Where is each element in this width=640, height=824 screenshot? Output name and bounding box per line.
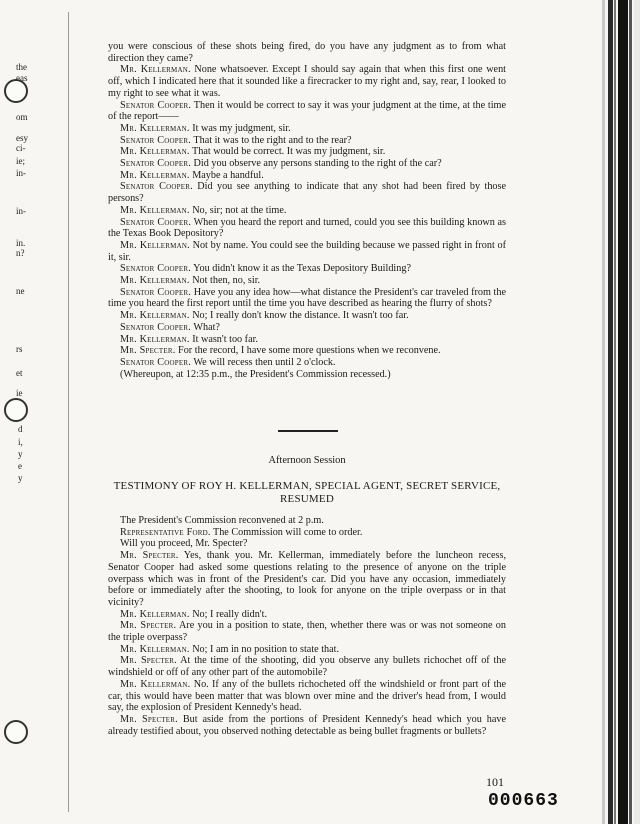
speaker-name: Senator Cooper. xyxy=(120,286,192,298)
transcript-paragraph xyxy=(108,345,506,357)
margin-text-fragment: i, xyxy=(18,437,23,447)
transcript-paragraph xyxy=(108,620,506,643)
transcript-paragraph xyxy=(108,41,506,64)
paragraph-text: No, sir; not at the time. xyxy=(192,204,287,216)
paragraph-text: At the time of the shooting, did you observe any bullets richochet off of the windshield or off of any other part of the automobile? xyxy=(108,655,507,679)
paragraph-text: No. If any of the bullets richocheted off the windshield or front part of the car, this would have been matter that was blown over mine and the driver's head from, I would say, the explosion of President Kennedy's head. xyxy=(108,678,507,714)
transcript-paragraph xyxy=(108,205,506,217)
transcript-paragraph xyxy=(108,679,506,714)
speaker-name: Mr. Kellerman. xyxy=(120,333,190,345)
speaker-name: Representative Ford. xyxy=(120,526,211,538)
paragraph-text: None whatsoever. Except I should say again that when this first one went off, which I indicated here that it sounded like a firecracker to my right and, say, rear, I looked to my right to see what it was. xyxy=(108,64,507,99)
section-divider xyxy=(278,430,338,432)
speaker-name: Senator Cooper. xyxy=(120,216,192,228)
speaker-name: Mr. Kellerman. xyxy=(120,678,191,690)
margin-text-fragment: the xyxy=(16,62,27,72)
paragraph-text: The President's Commission reconvened at 2 p.m. xyxy=(120,515,324,526)
paragraph-text: When you heard the report and turned, could you see this building known as the Texas Book Depository? xyxy=(108,216,506,240)
paragraph-text: We will recess then until 2 o'clock. xyxy=(193,356,336,368)
paragraph-text: Maybe a handful. xyxy=(192,169,264,181)
speaker-name: Senator Cooper. xyxy=(120,263,191,275)
speaker-name: Mr. Kellerman. xyxy=(120,643,190,655)
transcript-paragraph xyxy=(108,217,506,240)
transcript-paragraph xyxy=(108,158,506,170)
transcript-paragraph xyxy=(108,609,506,621)
speaker-name: Senator Cooper. xyxy=(120,158,191,170)
margin-text-fragment: ie xyxy=(16,388,23,398)
margin-text-fragment: in- xyxy=(16,206,26,216)
paragraph-text: It wasn't too far. xyxy=(192,333,258,345)
transcript-part-2 xyxy=(108,515,506,737)
transcript-paragraph xyxy=(108,64,506,99)
speaker-name: Senator Cooper. xyxy=(120,99,192,111)
margin-text-fragment: esy xyxy=(16,133,28,143)
testimony-heading: TESTIMONY OF ROY H. KELLERMAN, SPECIAL AGENT, SECRET SERVICE, RESUMED xyxy=(113,480,501,505)
transcript-paragraph xyxy=(108,240,506,263)
transcript-paragraph xyxy=(108,135,506,147)
page-number: 101 xyxy=(486,775,504,789)
transcript-paragraph xyxy=(108,146,506,158)
paragraph-text: Did you see anything to indicate that any shot had been fired by those persons? xyxy=(108,181,506,205)
transcript-paragraph xyxy=(108,170,506,182)
transcript-paragraph xyxy=(108,310,506,322)
speaker-name: Senator Cooper. xyxy=(120,134,191,146)
margin-text-fragment: eas xyxy=(16,73,28,83)
margin-text-fragment: ne xyxy=(16,286,25,296)
speaker-name: Mr. Specter. xyxy=(120,345,176,357)
adjacent-page-margin xyxy=(0,0,60,824)
paragraph-text: It was my judgment, sir. xyxy=(192,122,291,134)
margin-text-fragment: ci- xyxy=(16,143,26,153)
paragraph-text: Yes, thank you. Mr. Kellerman, immediately before the luncheon recess, Senator Cooper had asked some questions relating to the presence of anyone on the triple overpass which was in front of the President's car. Did you have any occasion, immediately before or immediately after the shooting, to look for anyone on the triple overpass or in that vicinity? xyxy=(108,550,507,608)
paragraph-text: (Whereupon, at 12:35 p.m., the President's Commission recessed.) xyxy=(120,368,391,380)
speaker-name: Mr. Specter. xyxy=(120,655,177,667)
paragraph-text: That it was to the right and to the rear? xyxy=(193,134,352,146)
speaker-name: Mr. Specter. xyxy=(120,713,178,725)
speaker-name: Mr. Kellerman. xyxy=(120,64,191,76)
transcript-paragraph xyxy=(108,515,506,527)
transcript-paragraph xyxy=(108,527,506,539)
transcript-paragraph xyxy=(108,538,506,550)
transcript-paragraph xyxy=(108,322,506,334)
transcript-paragraph xyxy=(108,550,506,609)
speaker-name: Senator Cooper. xyxy=(120,181,193,193)
transcript-part-1 xyxy=(108,41,506,380)
margin-text-fragment: y xyxy=(18,473,23,483)
speaker-name: Mr. Kellerman. xyxy=(120,275,190,287)
margin-text-fragment: y xyxy=(18,449,23,459)
speaker-name: Mr. Specter. xyxy=(120,550,179,562)
speaker-name: Mr. Kellerman. xyxy=(120,239,190,251)
session-title: Afternoon Session xyxy=(268,455,346,466)
paragraph-text: But aside from the portions of President Kennedy's head which you have already testified about, you observed nothing detectable as being bullet fragments or bullets? xyxy=(108,713,506,737)
paragraph-text: Then it would be correct to say it was your judgment at the time, at the time of the report—— xyxy=(108,99,506,123)
margin-text-fragment: in. xyxy=(16,238,26,248)
paragraph-text: For the record, I have some more questions when we reconvene. xyxy=(178,345,441,357)
paragraph-text: Did you observe any persons standing to the right of the car? xyxy=(193,158,442,170)
transcript-paragraph xyxy=(108,714,506,737)
paragraph-text: Are you in a position to state, then, whether there was or was not someone on the triple overpass? xyxy=(108,620,506,644)
speaker-name: Senator Cooper. xyxy=(120,356,191,368)
paragraph-text: What? xyxy=(193,321,220,333)
margin-text-fragment: rs xyxy=(16,344,23,354)
margin-text-fragment: om xyxy=(16,112,28,122)
margin-text-fragment: e xyxy=(18,461,22,471)
document-stamp-number: 000663 xyxy=(488,791,559,811)
paragraph-text: Have you any idea how—what distance the President's car traveled from the time you heard the first report until the time you have described as hearing the flurry of shots? xyxy=(108,286,506,310)
speaker-name: Mr. Kellerman. xyxy=(120,310,190,322)
margin-text-fragment: et xyxy=(16,368,23,378)
transcript-paragraph xyxy=(108,123,506,135)
margin-text-fragment: n? xyxy=(16,248,25,258)
speaker-name: Mr. Kellerman. xyxy=(120,169,190,181)
margin-text-fragment: ie; xyxy=(16,156,25,166)
transcript-paragraph xyxy=(108,275,506,287)
paragraph-text: That would be correct. It was my judgment, sir. xyxy=(192,146,386,158)
transcript-paragraph xyxy=(108,644,506,656)
speaker-name: Mr. Kellerman. xyxy=(120,204,190,216)
speaker-name: Mr. Specter. xyxy=(120,620,177,632)
transcript-paragraph xyxy=(108,100,506,123)
margin-text-fragment: d xyxy=(18,424,23,434)
transcript-paragraph xyxy=(108,287,506,310)
punch-hole-middle xyxy=(4,398,28,422)
margin-text-fragment: in- xyxy=(16,168,26,178)
paragraph-text: Not then, no, sir. xyxy=(192,275,261,287)
paragraph-text: No; I really don't know the distance. It wasn't too far. xyxy=(192,310,409,322)
paragraph-text: Will you proceed, Mr. Specter? xyxy=(120,538,248,550)
paragraph-text: you were conscious of these shots being fired, do you have any judgment as to from what direction they came? xyxy=(108,41,506,64)
paragraph-text: No; I really didn't. xyxy=(192,608,268,620)
transcript-paragraph xyxy=(108,655,506,678)
transcript-paragraph xyxy=(108,334,506,346)
transcript-paragraph xyxy=(108,357,506,369)
paragraph-text: Not by name. You could see the building because we passed right in front of it, sir. xyxy=(108,239,506,263)
punch-hole-bottom xyxy=(4,720,28,744)
speaker-name: Senator Cooper. xyxy=(120,321,191,333)
speaker-name: Mr. Kellerman. xyxy=(120,122,190,134)
paragraph-text: No; I am in no position to state that. xyxy=(192,643,340,655)
paragraph-text: The Commission will come to order. xyxy=(212,526,363,538)
transcript-paragraph xyxy=(108,263,506,275)
speaker-name: Mr. Kellerman. xyxy=(120,146,190,158)
scan-edge-shadow xyxy=(602,0,640,824)
speaker-name: Mr. Kellerman. xyxy=(120,608,190,620)
paragraph-text: You didn't know it as the Texas Depository Building? xyxy=(193,263,411,275)
transcript-paragraph xyxy=(108,181,506,204)
transcript-paragraph xyxy=(108,369,506,381)
page-fold-line xyxy=(68,12,69,812)
